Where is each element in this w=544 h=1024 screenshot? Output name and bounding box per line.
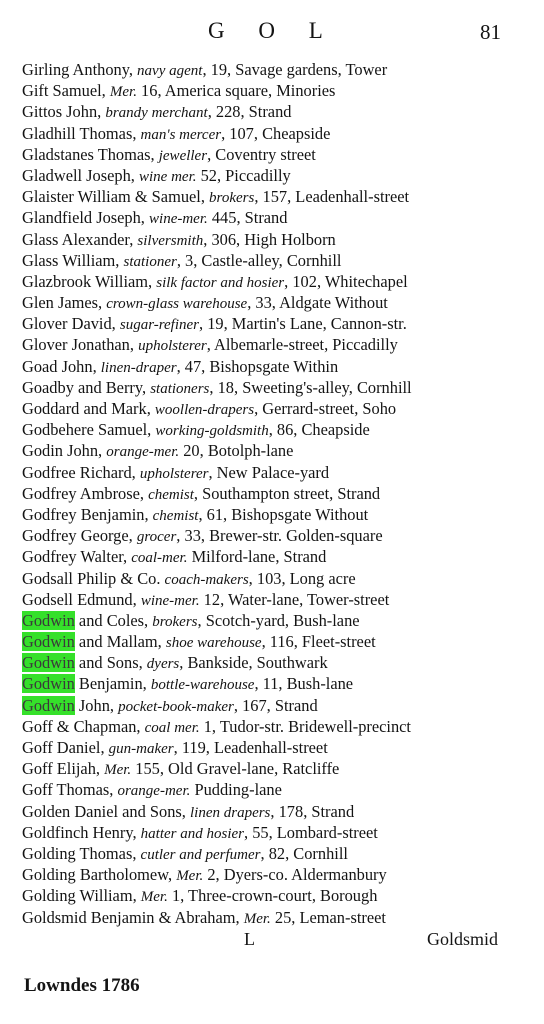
directory-entry bbox=[22, 59, 522, 80]
entry-text: Glover Jonathan, bbox=[22, 335, 139, 355]
entry-text: , 18, Sweeting's-alley, Cornhill bbox=[209, 377, 412, 397]
entry-text: , 167, Strand bbox=[233, 695, 318, 715]
entry-occupation: gun-maker bbox=[108, 741, 174, 757]
entry-occupation: Mer. bbox=[104, 762, 132, 779]
entry-occupation: bottle-warehouse bbox=[150, 677, 255, 694]
entry-text: , Scotch-yard, Bush-lane bbox=[197, 610, 360, 630]
entry-text: , 107, Cheapside bbox=[221, 123, 331, 143]
entry-text: Gittos John, bbox=[22, 102, 106, 122]
entry-text: Glass Alexander, bbox=[22, 229, 138, 249]
entry-occupation: linen drapers bbox=[189, 804, 271, 821]
directory-entry bbox=[22, 271, 522, 292]
directory-entry bbox=[22, 525, 522, 546]
entry-occupation: stationer bbox=[123, 253, 177, 270]
entry-occupation: shoe warehouse bbox=[165, 635, 262, 652]
entry-text: 445, Strand bbox=[207, 208, 288, 228]
entry-text: , Southampton street, Strand bbox=[193, 483, 381, 503]
entry-text: Godfrey George, bbox=[22, 526, 137, 546]
directory-entry bbox=[22, 80, 522, 101]
directory-entry bbox=[22, 313, 522, 334]
directory-entry bbox=[22, 462, 522, 483]
entry-text: Goff & Chapman, bbox=[22, 716, 145, 736]
entry-text: 16, America square, Minories bbox=[136, 81, 336, 101]
entry-occupation: hatter and hosier bbox=[140, 825, 244, 842]
directory-entry bbox=[22, 250, 522, 271]
entry-occupation: wine-mer. bbox=[140, 592, 200, 609]
entry-occupation: Mer. bbox=[140, 889, 168, 906]
entry-occupation: silk factor and hosier bbox=[156, 274, 285, 291]
entry-text: Goff Daniel, bbox=[22, 738, 109, 757]
entry-occupation: man's mercer bbox=[140, 126, 222, 143]
page-number: 81 bbox=[480, 20, 501, 44]
entry-text: Golding William, bbox=[22, 886, 141, 906]
entry-text: 20, Botolph-lane bbox=[179, 441, 294, 461]
entry-text: , 102, Whitechapel bbox=[284, 271, 408, 291]
entry-occupation: sugar-refiner bbox=[119, 317, 200, 334]
entry-text: , 33, Aldgate Without bbox=[247, 293, 388, 313]
entry-occupation: orange-mer. bbox=[117, 783, 191, 800]
entry-text: 25, Leman-street bbox=[270, 907, 386, 927]
entry-text: Godfrey Walter, bbox=[22, 547, 132, 567]
highlighted-surname: Godwin bbox=[22, 674, 75, 694]
entry-text: John, bbox=[74, 695, 119, 715]
directory-entry bbox=[22, 356, 522, 377]
highlighted-surname: Godwin bbox=[22, 695, 75, 715]
entry-text: , 86, Cheapside bbox=[268, 420, 370, 440]
directory-entry bbox=[22, 123, 522, 144]
page-header bbox=[0, 18, 544, 46]
entry-occupation: Mer. bbox=[243, 910, 271, 927]
entry-text: , 103, Long acre bbox=[248, 568, 356, 588]
directory-entry bbox=[22, 292, 522, 313]
directory-entry bbox=[22, 334, 522, 355]
entry-text: , Albemarle-street, Piccadilly bbox=[206, 335, 398, 355]
entry-occupation: pocket-book-maker bbox=[118, 698, 234, 715]
entry-text: Goldsmid Benjamin & Abraham, bbox=[22, 907, 244, 927]
highlighted-surname: Godwin bbox=[22, 632, 75, 652]
entry-text: Gladstanes Thomas, bbox=[22, 144, 159, 164]
entry-occupation: cutler and perfumer bbox=[140, 846, 261, 863]
directory-entry bbox=[22, 652, 522, 673]
entry-text: Goff Thomas, bbox=[22, 780, 118, 800]
directory-entry bbox=[22, 822, 522, 843]
entry-occupation: chemist bbox=[152, 507, 199, 524]
entry-occupation: working-goldsmith bbox=[155, 423, 269, 440]
directory-entry bbox=[22, 440, 522, 461]
entry-text: , 47, Bishopsgate Within bbox=[176, 356, 339, 376]
entry-text: 155, Old Gravel-lane, Ratcliffe bbox=[131, 759, 340, 779]
entry-occupation: woollen-drapers bbox=[154, 402, 255, 418]
entry-occupation: coal-mer. bbox=[131, 550, 188, 567]
entry-occupation: coach-makers bbox=[164, 571, 249, 588]
directory-entry bbox=[22, 186, 522, 207]
directory-entry bbox=[22, 589, 522, 610]
entry-text: and Coles, bbox=[74, 610, 153, 630]
entry-text: Glazbrook William, bbox=[22, 271, 157, 291]
entry-text: , 157, Leadenhall-street bbox=[254, 187, 410, 207]
entry-text: , 3, Castle-alley, Cornhill bbox=[176, 250, 342, 270]
entry-text: 12, Water-lane, Tower-street bbox=[199, 589, 390, 609]
entry-text: , 33, Brewer-str. Golden-square bbox=[176, 526, 383, 546]
entry-occupation: jeweller bbox=[158, 147, 208, 164]
entry-occupation: Mer. bbox=[109, 84, 137, 101]
entry-text: , 228, Strand bbox=[207, 102, 292, 122]
directory-entry bbox=[22, 229, 522, 250]
directory-entry bbox=[22, 716, 522, 737]
entry-text: Goldfinch Henry, bbox=[22, 822, 141, 842]
source-caption: Lowndes 1786 bbox=[24, 975, 140, 996]
highlighted-surname: Godwin bbox=[22, 610, 75, 630]
entry-text: and Mallam, bbox=[74, 632, 166, 652]
directory-entry bbox=[22, 695, 522, 716]
entry-text: Godsall Philip & Co. bbox=[22, 568, 165, 588]
directory-entry bbox=[22, 758, 522, 779]
entry-occupation: upholsterer bbox=[139, 465, 209, 482]
entry-text: 1, Three-crown-court, Borough bbox=[167, 886, 378, 906]
directory-entries bbox=[22, 59, 522, 928]
entry-text: Glandfield Joseph, bbox=[22, 208, 150, 228]
entry-text: Golden Daniel and Sons, bbox=[22, 801, 190, 821]
entry-text: , 116, Fleet-street bbox=[261, 632, 376, 652]
entry-text: Godsell Edmund, bbox=[22, 589, 141, 609]
running-head: G O L bbox=[208, 18, 337, 43]
directory-entry bbox=[22, 610, 522, 631]
entry-text: Benjamin, bbox=[74, 674, 151, 694]
entry-text: Godbehere Samuel, bbox=[22, 420, 156, 440]
entry-text: , 119, Leadenhall-street bbox=[173, 738, 328, 757]
directory-entry bbox=[22, 101, 522, 122]
entry-text: , New Palace-yard bbox=[208, 462, 330, 482]
entry-text: , 306, High Holborn bbox=[203, 229, 336, 249]
entry-occupation: crown-glass warehouse bbox=[106, 296, 248, 313]
entry-text: Gladhill Thomas, bbox=[22, 123, 141, 143]
directory-entry bbox=[22, 377, 522, 398]
entry-text: Milford-lane, Strand bbox=[187, 547, 327, 567]
directory-entry bbox=[22, 673, 522, 694]
directory-entry bbox=[22, 144, 522, 165]
entry-occupation: brokers bbox=[209, 190, 255, 207]
directory-entry bbox=[22, 546, 522, 567]
directory-entry bbox=[22, 779, 522, 800]
entry-occupation: grocer bbox=[136, 529, 177, 546]
entry-occupation: stationers bbox=[150, 380, 210, 397]
entry-text: 52, Piccadilly bbox=[196, 165, 291, 185]
entry-text: Gladwell Joseph, bbox=[22, 165, 139, 185]
entry-text: Goff Elijah, bbox=[22, 759, 105, 779]
entry-text: , 82, Cornhill bbox=[260, 843, 348, 863]
entry-occupation: dyers bbox=[146, 656, 180, 673]
entry-occupation: coal mer. bbox=[144, 719, 200, 736]
directory-entry bbox=[22, 398, 522, 419]
directory-entry bbox=[22, 885, 522, 906]
entry-text: 1, Tudor-str. Bridewell-precinct bbox=[199, 716, 411, 736]
entry-text: , 55, Lombard-street bbox=[244, 822, 378, 842]
entry-text: Pudding-lane bbox=[190, 780, 282, 800]
page-footer bbox=[0, 929, 544, 953]
directory-entry bbox=[22, 907, 522, 928]
directory-entry bbox=[22, 419, 522, 440]
entry-text: , 11, Bush-lane bbox=[254, 674, 354, 694]
entry-occupation: silversmith bbox=[137, 232, 204, 249]
entry-text: , 178, Strand bbox=[270, 801, 355, 821]
entry-text: , 19, Savage gardens, Tower bbox=[202, 60, 388, 79]
entry-occupation: Mer. bbox=[176, 868, 204, 885]
entry-text: and Sons, bbox=[74, 653, 147, 673]
entry-occupation: wine-mer. bbox=[149, 211, 208, 228]
directory-entry bbox=[22, 504, 522, 525]
entry-occupation: linen-draper bbox=[100, 359, 177, 376]
entry-text: Glen James, bbox=[22, 293, 107, 313]
entry-text: Goad John, bbox=[22, 356, 101, 376]
entry-occupation: brandy merchant bbox=[105, 105, 208, 122]
entry-text: Godfrey Benjamin, bbox=[22, 504, 153, 524]
entry-text: , Bankside, Southwark bbox=[179, 653, 328, 673]
directory-entry bbox=[22, 165, 522, 186]
directory-entry bbox=[22, 843, 522, 864]
entry-occupation: orange-mer. bbox=[106, 444, 180, 461]
signature-mark: L bbox=[244, 929, 255, 949]
highlighted-surname: Godwin bbox=[22, 653, 75, 673]
entry-text: 2, Dyers-co. Aldermanbury bbox=[203, 865, 387, 885]
entry-text: Godin John, bbox=[22, 441, 107, 461]
entry-text: Godfree Richard, bbox=[22, 462, 140, 482]
entry-text: Glass William, bbox=[22, 250, 124, 270]
entry-text: Gift Samuel, bbox=[22, 81, 110, 101]
entry-occupation: chemist bbox=[148, 486, 194, 503]
entry-text: Goadby and Berry, bbox=[22, 377, 151, 397]
entry-text: , 19, Martin's Lane, Cannon-str. bbox=[199, 314, 407, 334]
directory-entry bbox=[22, 207, 522, 228]
entry-text: , Coventry street bbox=[207, 144, 316, 164]
directory-entry bbox=[22, 737, 522, 758]
directory-entry bbox=[22, 631, 522, 652]
entry-occupation: navy agent bbox=[137, 63, 203, 79]
entry-text: Glover David, bbox=[22, 314, 120, 334]
entry-text: , Gerrard-street, Soho bbox=[254, 399, 397, 418]
entry-text: Goddard and Mark, bbox=[22, 399, 155, 418]
entry-text: Godfrey Ambrose, bbox=[22, 483, 149, 503]
catchword: Goldsmid bbox=[427, 929, 499, 949]
entry-text: Golding Thomas, bbox=[22, 843, 141, 863]
entry-text: Golding Bartholomew, bbox=[22, 865, 177, 885]
directory-entry bbox=[22, 568, 522, 589]
entry-text: , 61, Bishopsgate Without bbox=[198, 504, 369, 524]
directory-entry bbox=[22, 801, 522, 822]
entry-occupation: brokers bbox=[152, 613, 198, 630]
entry-occupation: wine mer. bbox=[139, 168, 197, 185]
entry-text: Girling Anthony, bbox=[22, 60, 138, 79]
entry-text: Glaister William & Samuel, bbox=[22, 187, 210, 207]
directory-entry bbox=[22, 483, 522, 504]
entry-occupation: upholsterer bbox=[138, 338, 207, 355]
directory-entry bbox=[22, 864, 522, 885]
